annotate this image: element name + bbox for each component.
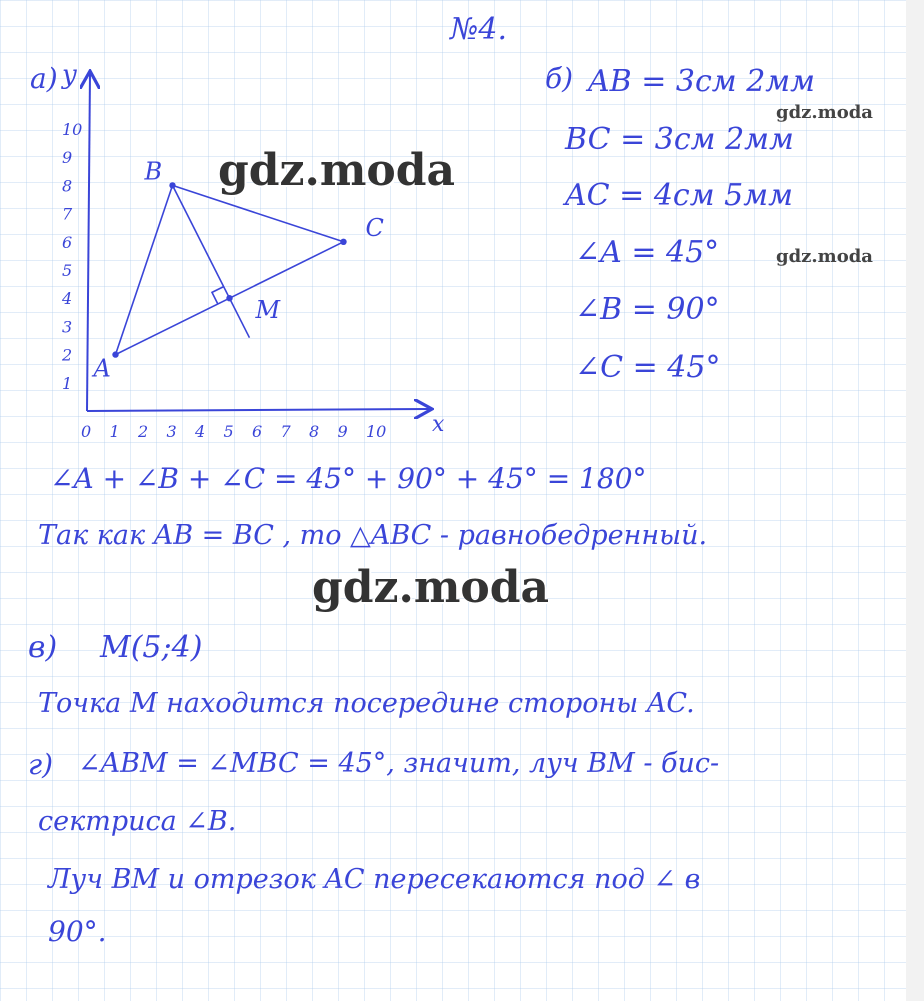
point-m [226, 295, 232, 301]
y-axis-label: y [62, 60, 77, 90]
y-axis [87, 73, 90, 411]
ray-bm [173, 185, 250, 337]
part-v-text: Точка M находится посередине стороны AC. [38, 688, 695, 719]
x-tick-label: 0 [81, 422, 92, 441]
part-g-label: г) [28, 748, 54, 781]
part-g-line: Луч BM и отрезок AC пересекаются под ∠ в [48, 864, 701, 895]
x-tick-label: 9 [337, 422, 348, 441]
part-b-line: ∠A = 45° [575, 235, 720, 270]
x-tick-label: 6 [252, 422, 263, 441]
part-b-line: BC = 3см 2мм [565, 122, 794, 157]
y-tick-label: 1 [62, 373, 73, 393]
y-tick-label: 4 [62, 289, 73, 309]
x-tick-label: 3 [166, 422, 177, 441]
point-b [169, 182, 175, 188]
point-label-c: C [365, 213, 384, 242]
point-label-b: B [144, 157, 163, 186]
part-b-line: ∠C = 45° [575, 350, 721, 385]
part-v-label: в) [28, 630, 58, 665]
segment-ab [116, 185, 173, 354]
y-tick-label: 5 [62, 261, 73, 280]
watermark: gdz.moda [776, 102, 873, 123]
x-axis-label: x [432, 412, 445, 437]
y-tick-label: 3 [62, 317, 73, 337]
x-tick-label: 2 [138, 422, 149, 441]
y-tick-label: 2 [62, 345, 73, 365]
point-a [112, 351, 118, 357]
y-tick-label: 10 [62, 120, 83, 139]
point-c [340, 239, 346, 245]
page-edge [906, 0, 924, 1001]
task-number: №4. [450, 12, 508, 47]
x-tick-label: 1 [109, 422, 120, 441]
part-b-line: AC = 4см 5мм [565, 178, 793, 213]
watermark: gdz.moda [776, 246, 873, 267]
y-tick-label: 8 [62, 176, 73, 196]
point-label-a: A [93, 354, 111, 383]
y-tick-label: 9 [62, 148, 73, 168]
part-g-line: 90°. [48, 915, 107, 948]
point-label-m: M [255, 296, 281, 325]
part-g-line: сектриса ∠B. [38, 806, 237, 837]
watermark: gdz.moda [218, 145, 456, 196]
point-m-coords: M(5;4) [100, 630, 203, 665]
x-tick-label: 10 [366, 422, 387, 441]
angle-sum-line: ∠A + ∠B + ∠C = 45° + 90° + 45° = 180° [50, 462, 647, 495]
y-tick-label: 6 [62, 232, 73, 252]
x-axis [87, 409, 430, 411]
segment-bc [173, 185, 344, 241]
part-b-line: ∠B = 90° [575, 292, 720, 327]
x-tick-label: 5 [223, 422, 234, 441]
coordinate-graph [0, 55, 460, 455]
x-tick-label: 4 [195, 422, 206, 441]
x-tick-label: 7 [280, 422, 291, 441]
part-g-line: ∠ABM = ∠MBC = 45°, значит, луч BM - бис- [78, 748, 720, 779]
isosceles-line: Так как AB = BC , то △ABC - равнобедренный. [38, 520, 708, 551]
y-tick-label: 7 [62, 204, 73, 224]
part-a-label: а) [30, 62, 58, 95]
watermark: gdz.moda [312, 562, 550, 613]
part-b-label: б) [545, 62, 574, 95]
part-b-line: AB = 3см 2мм [588, 64, 816, 99]
x-tick-label: 8 [309, 422, 320, 441]
